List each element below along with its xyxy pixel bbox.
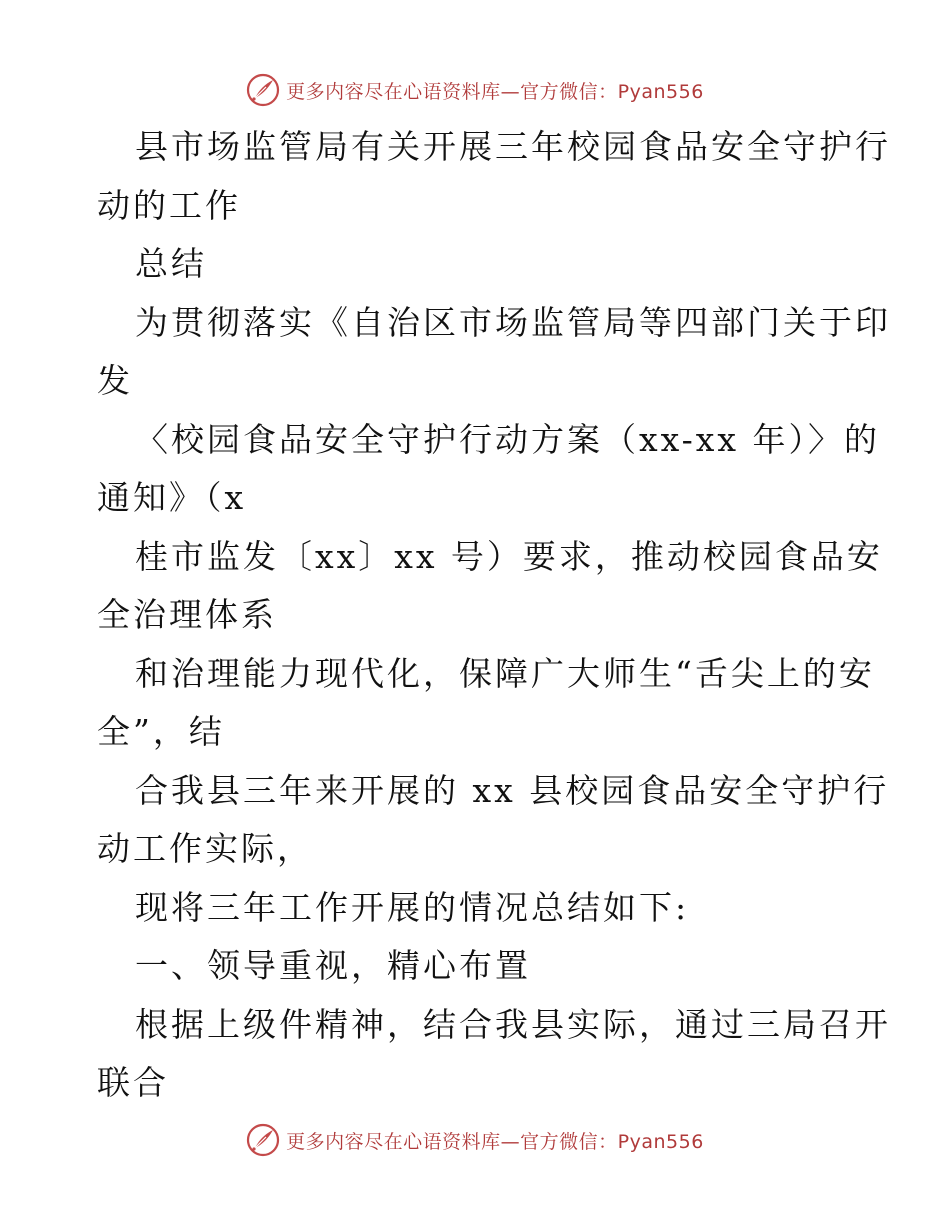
document-line: 全治理体系 bbox=[97, 595, 277, 634]
header-banner-text: 更多内容尽在心语资料库—官方微信：Pyan556 bbox=[286, 80, 704, 103]
document-body bbox=[97, 118, 891, 1113]
document-line: 动工作实际， bbox=[97, 829, 313, 868]
document-line: 〈校园食品安全守护行动方案（xx-xx 年）〉的 bbox=[135, 419, 881, 459]
document-line: 一、领导重视，精心布置 bbox=[135, 946, 531, 985]
document-line: 县市场监管局有关开展三年校园食品安全守护行 bbox=[135, 127, 891, 166]
footer-banner-text: 更多内容尽在心语资料库—官方微信：Pyan556 bbox=[286, 1130, 704, 1153]
feather-pen-logo-icon bbox=[246, 73, 280, 107]
document-line: 桂市监发〔xx〕xx 号）要求，推动校园食品安 bbox=[135, 536, 883, 576]
document-line: 发 bbox=[97, 361, 133, 400]
document-line: 为贯彻落实《自治区市场监管局等四部门关于印 bbox=[135, 302, 891, 342]
header-banner bbox=[0, 70, 950, 110]
document-line: 和治理能力现代化，保障广大师生“舌尖上的安 bbox=[135, 653, 875, 693]
footer-banner bbox=[0, 1120, 950, 1160]
document-line: 现将三年工作开展的情况总结如下: bbox=[135, 887, 690, 927]
document-line: 根据上级件精神，结合我县实际，通过三局召开 bbox=[135, 1004, 891, 1044]
document-line: 合我县三年来开展的 xx 县校园食品安全守护行 bbox=[135, 770, 890, 810]
document-line: 总结 bbox=[135, 244, 207, 283]
document-line: 全”，结 bbox=[97, 712, 225, 751]
document-line: 联合 bbox=[97, 1063, 169, 1102]
feather-pen-logo-icon bbox=[246, 1123, 280, 1157]
document-line: 通知》（x bbox=[97, 478, 247, 517]
document-line: 动的工作 bbox=[97, 185, 241, 225]
